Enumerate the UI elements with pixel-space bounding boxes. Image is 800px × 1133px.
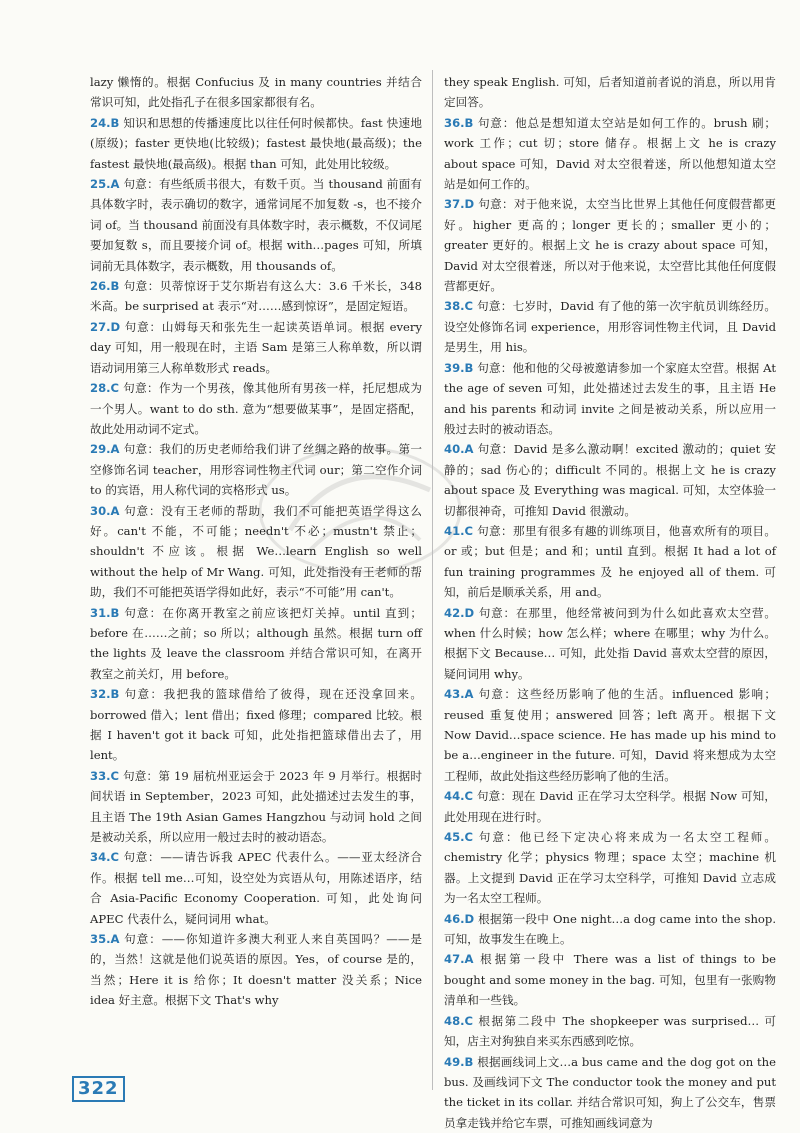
column-divider xyxy=(432,70,433,1090)
explanation-text: 句意：第 19 届杭州亚运会于 2023 年 9 月举行。根据时间状语 in September，2023 可知，此处描述过去发生的事，且主语 The 19th Asian Games Hangzhou 与动词 hold 之间是被动关系，所以应用一般过去时的被动语态。 xyxy=(90,769,422,844)
explanation-text: 句意：David 是多么激动啊！excited 激动的；quiet 安静的；sad 伤心的；difficult 不同的。根据上文 he is crazy about space 及 Everything was magical. 可知，太空体验一切都很神奇，可推知 David 很激动。 xyxy=(444,442,776,517)
question-number: 38.C xyxy=(444,299,473,313)
question-number: 43.A xyxy=(444,687,474,701)
explanation-text: 句意：——你知道许多澳大利亚人来自英国吗？——是的，当然！这就是他们说英语的原因。Yes，of course 是的，当然；Here it is 给你；It doesn't matter 没关系；Nice idea 好主意。根据下文 That's why xyxy=(90,932,422,1007)
question-number: 44.C xyxy=(444,789,473,803)
explanation-text: 句意：对于他来说，太空当比世界上其他任何度假营都更好。higher 更高的；longer 更长的；smaller 更小的；greater 更好的。根据上文 he is crazy about space 可知，David 对太空很着迷，所以对于他来说，太空营比其他任何度假营都更好。 xyxy=(444,197,776,293)
answer-entry xyxy=(90,276,422,317)
answer-entry xyxy=(90,929,422,1011)
answer-entry xyxy=(90,684,422,766)
question-number: 47.A xyxy=(444,952,474,966)
question-number: 33.C xyxy=(90,769,119,783)
answer-entry xyxy=(444,1011,776,1052)
answer-entry xyxy=(444,827,776,909)
answer-entry xyxy=(90,766,422,848)
answer-entry xyxy=(90,113,422,174)
explanation-text: 句意：七岁时，David 有了他的第一次宇航员训练经历。设空处修饰名词 experience，用形容词性物主代词，且 David 是男生，用 his。 xyxy=(444,299,776,354)
answer-entry xyxy=(444,1052,776,1133)
explanation-text: 句意：山姆每天和张先生一起读英语单词。根据 every day 可知，用一般现在时，主语 Sam 是第三人称单数，所以谓语动词用第三人称单数形式 reads。 xyxy=(90,320,422,375)
answer-entry xyxy=(90,439,422,500)
explanation-text: 根据第一段中 One night…a dog came into the shop. 可知，故事发生在晚上。 xyxy=(444,912,776,946)
answer-entry xyxy=(90,317,422,378)
question-number: 29.A xyxy=(90,442,120,456)
explanation-text: lazy 懒惰的。根据 Confucius 及 in many countries 并结合常识可知，此处指孔子在很多国家都很有名。 xyxy=(90,75,422,109)
question-number: 35.A xyxy=(90,932,120,946)
right-column xyxy=(444,72,776,1133)
question-number: 48.C xyxy=(444,1014,473,1028)
answer-entry xyxy=(444,72,776,113)
explanation-text: 句意：作为一个男孩，像其他所有男孩一样，托尼想成为一个男人。want to do sth. 意为“想要做某事”，是固定搭配，故此处用动词不定式。 xyxy=(90,381,422,436)
question-number: 27.D xyxy=(90,320,120,334)
question-number: 34.C xyxy=(90,850,119,864)
answer-entry xyxy=(90,847,422,929)
explanation-text: 句意：我们的历史老师给我们讲了丝绸之路的故事。第一空修饰名词 teacher，用形容词性物主代词 our；第二空作介词 to 的宾语，用人称代词的宾格形式 us。 xyxy=(90,442,422,497)
answer-entry xyxy=(444,521,776,603)
question-number: 39.B xyxy=(444,361,473,375)
question-number: 37.D xyxy=(444,197,474,211)
explanation-text: they speak English. 可知，后者知道前者说的消息，所以用肯定回答。 xyxy=(444,75,776,109)
answer-entry xyxy=(444,684,776,786)
answer-entry xyxy=(444,113,776,195)
page-number: 322 xyxy=(72,1076,125,1102)
explanation-text: 句意：——请告诉我 APEC 代表什么。——亚太经济合作。根据 tell me…可知，设空处为宾语从句，用陈述语序，结合 Asia-Pacific Economy Cooperation. 可知，此处询问 APEC 代表什么，疑问词用 what。 xyxy=(90,850,422,925)
question-number: 40.A xyxy=(444,442,474,456)
question-number: 46.D xyxy=(444,912,474,926)
question-number: 41.C xyxy=(444,524,473,538)
explanation-text: 句意：这些经历影响了他的生活。influenced 影响；reused 重复使用；answered 回答；left 离开。根据下文 Now David…space science. He has made up his mind to be a…engineer in the future. 可知，David 将来想成为太空工程师，故此处指这些经历影响了他的生活。 xyxy=(444,687,776,783)
question-number: 28.C xyxy=(90,381,119,395)
answer-entry xyxy=(444,603,776,685)
explanation-text: 句意：他总是想知道太空站是如何工作的。brush 刷；work 工作；cut 切；store 储存。根据上文 he is crazy about space 可知，David 对太空很着迷，所以他想知道太空站是如何工作的。 xyxy=(444,116,776,191)
question-number: 42.D xyxy=(444,606,474,620)
question-number: 32.B xyxy=(90,687,119,701)
answer-entry xyxy=(444,786,776,827)
explanation-text: 根据画线词上文…a bus came and the dog got on the bus. 及画线词下文 The conductor took the money and put the ticket in its collar. 并结合常识可知，狗上了公交车，售票员拿走钱并给它车票，可推知画线词意为 xyxy=(444,1055,776,1130)
question-number: 26.B xyxy=(90,279,119,293)
answer-entry xyxy=(90,378,422,439)
answer-entry xyxy=(444,194,776,296)
explanation-text: 根据第一段中 There was a list of things to be bought and some money in the bag. 可知，包里有一张购物清单和一些钱。 xyxy=(444,952,776,1007)
question-number: 30.A xyxy=(90,504,120,518)
question-number: 25.A xyxy=(90,177,120,191)
explanation-text: 句意：那里有很多有趣的训练项目，他喜欢所有的项目。or 或；but 但是；and 和；until 直到。根据 It had a lot of fun training programmes 及 he enjoyed all of them. 可知，前后是顺承关系，用 and。 xyxy=(444,524,776,599)
question-number: 49.B xyxy=(444,1055,473,1069)
answer-entry xyxy=(90,603,422,685)
answer-entry xyxy=(444,358,776,440)
question-number: 24.B xyxy=(90,116,119,130)
explanation-text: 句意：在你离开教室之前应该把灯关掉。until 直到；before 在……之前；so 所以；although 虽然。根据 turn off the lights 及 leave the classroom 并结合常识可知，在离开教室之前关灯，用 before。 xyxy=(90,606,422,681)
answer-entry xyxy=(90,72,422,113)
explanation-text: 句意：现在 David 正在学习太空科学。根据 Now 可知，此处用现在进行时。 xyxy=(444,789,776,823)
question-number: 36.B xyxy=(444,116,473,130)
question-number: 45.C xyxy=(444,830,473,844)
answer-entry xyxy=(90,501,422,603)
explanation-text: 句意：我把我的篮球借给了彼得，现在还没拿回来。borrowed 借入；lent 借出；fixed 修理；compared 比较。根据 I haven't got it back 可知，此处指把篮球借出去了，用 lent。 xyxy=(90,687,422,762)
explanation-text: 根据第二段中 The shopkeeper was surprised… 可知，店主对狗独自来买东西感到吃惊。 xyxy=(444,1014,776,1048)
explanation-text: 句意：他已经下定决心将来成为一名太空工程师。chemistry 化学；physics 物理；space 太空；machine 机器。上文提到 David 正在学习太空科学，可推知 David 立志成为一名太空工程师。 xyxy=(444,830,776,905)
explanation-text: 句意：没有王老师的帮助，我们不可能把英语学得这么好。can't 不能，不可能；needn't 不必；mustn't 禁止；shouldn't 不应该。根据 We…learn English so well without the help of Mr Wang. 可知，此处指没有王老师的帮助，我们不可能把英语学得如此好，表示“不可能”用 can't。 xyxy=(90,504,422,600)
explanation-text: 句意：他和他的父母被邀请参加一个家庭太空营。根据 At the age of seven 可知，此处描述过去发生的事，且主语 He and his parents 和动词 invite 之间是被动关系，所以应用一般过去时的被动语态。 xyxy=(444,361,776,436)
question-number: 31.B xyxy=(90,606,119,620)
explanation-text: 句意：贝蒂惊讶于艾尔斯岩有这么大：3.6 千米长，348 米高。be surprised at 表示“对……感到惊讶”，是固定短语。 xyxy=(90,279,422,313)
answer-entry xyxy=(444,949,776,1010)
left-column xyxy=(90,72,422,1011)
explanation-text: 句意：在那里，他经常被问到为什么如此喜欢太空营。when 什么时候；how 怎么样；where 在哪里；why 为什么。根据下文 Because… 可知，此处指 David 喜欢太空营的原因，疑问词用 why。 xyxy=(444,606,776,681)
explanation-text: 句意：有些纸质书很大，有数千页。当 thousand 前面有具体数字时，表示确切的数字，通常词尾不加复数 -s，也不接介词 of。当 thousand 前面没有具体数字时，表示概数，不仅词尾要加复数 s，而且要接介词 of。根据 with…pages 可知，所填词前无具体数字，表示概数，用 thousands of。 xyxy=(90,177,422,273)
answer-entry xyxy=(444,439,776,521)
answer-entry xyxy=(90,174,422,276)
answer-entry xyxy=(444,296,776,357)
explanation-text: 知识和思想的传播速度比以往任何时候都快。fast 快速地(原级)；faster 更快地(比较级)；fastest 最快地(最高级)；the fastest 最快地(最高级)。根据 than 可知，此处用比较级。 xyxy=(90,116,422,171)
answer-entry xyxy=(444,909,776,950)
